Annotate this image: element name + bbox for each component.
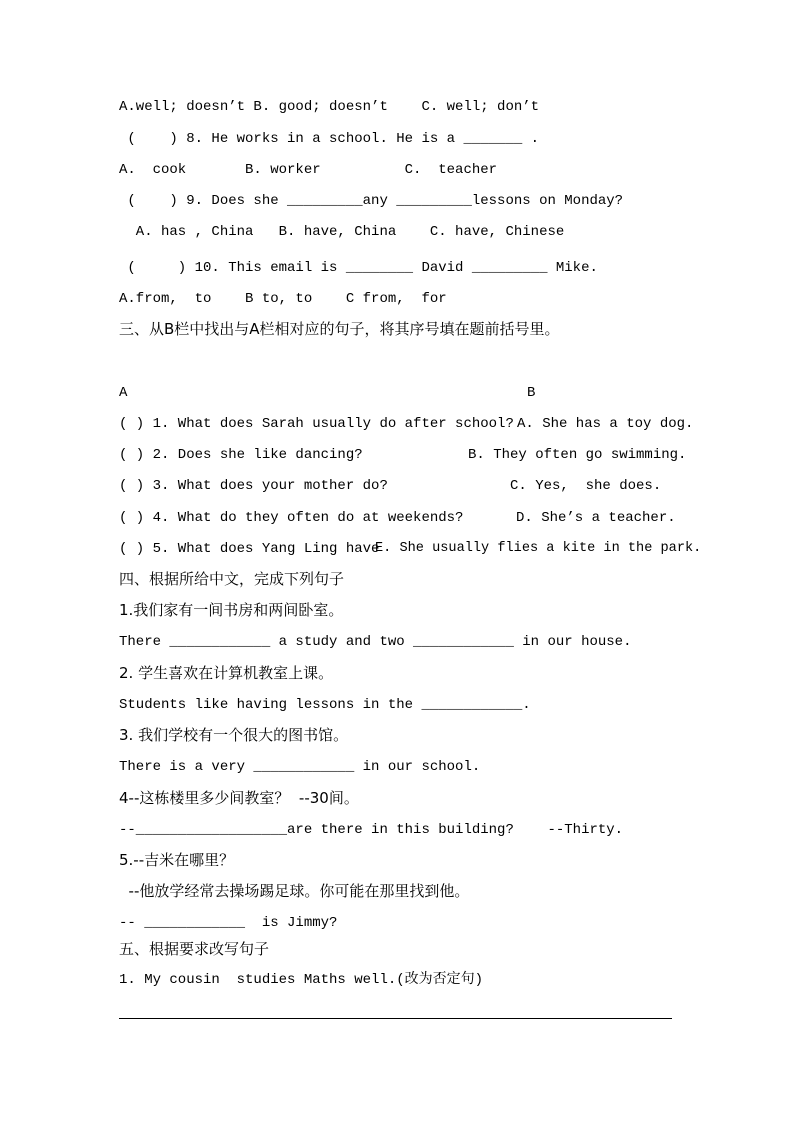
match-b-e: E. She usually flies a kite in the park. — [375, 541, 702, 556]
section-3-title: 三、从B栏中找出与A栏相对应的句子，将其序号填在题前括号里。 — [119, 320, 560, 338]
match-a-3: ( ) 3. What does your mother do? — [119, 478, 388, 494]
question-8: ( ) 8. He works in a school. He is a _______ . — [119, 131, 540, 147]
rewrite-1: 1. My cousin studies Maths well.(改为否定句) — [119, 972, 484, 988]
question-9: ( ) 9. Does she _________any _________lessons on Monday? — [119, 193, 624, 209]
options-line-10: A.from, to B to, to C from, for — [119, 291, 447, 307]
translate-2-chinese: 2. 学生喜欢在计算机教室上课。 — [119, 664, 334, 682]
match-a-2: ( ) 2. Does she like dancing? — [119, 447, 363, 463]
column-a-header: A — [119, 385, 128, 401]
options-line-7: A.well; doesn’t B. good; doesn’t C. well; don’t — [119, 99, 540, 115]
translate-4-english: --__________________are there in this building? --Thirty. — [119, 822, 624, 838]
translate-2-english: Students like having lessons in the ____________. — [119, 697, 531, 713]
translate-4-chinese: 4--这栋楼里多少间教室？ --30间。 — [119, 789, 359, 807]
column-b-header: B — [527, 385, 536, 401]
match-a-5: ( ) 5. What does Yang Ling have — [119, 541, 380, 557]
match-b-a: A. She has a toy dog. — [517, 416, 694, 432]
section-4-title: 四、根据所给中文，完成下列句子 — [119, 570, 345, 588]
translate-5-chinese-reply: --他放学经常去操场踢足球。你可能在那里找到他。 — [119, 882, 470, 900]
translate-3-chinese: 3. 我们学校有一个很大的图书馆。 — [119, 726, 349, 744]
options-line-9: A. has , China B. have, China C. have, Chinese — [119, 224, 565, 240]
translate-5-english: -- ____________ is Jimmy? — [119, 915, 338, 931]
section-5-title: 五、根据要求改写句子 — [119, 940, 270, 958]
match-b-d: D. She’s a teacher. — [516, 510, 676, 526]
translate-1-english: There ____________ a study and two ____________ in our house. — [119, 634, 632, 650]
match-a-4: ( ) 4. What do they often do at weekends? — [119, 510, 464, 526]
match-b-b: B. They often go swimming. — [468, 447, 687, 463]
translate-5-chinese: 5.--吉米在哪里？ — [119, 851, 235, 869]
translate-3-english: There is a very ____________ in our school. — [119, 759, 481, 775]
translate-1-chinese: 1.我们家有一间书房和两间卧室。 — [119, 601, 344, 619]
match-b-c: C. Yes, she does. — [510, 478, 662, 494]
options-line-8: A. cook B. worker C. teacher — [119, 162, 498, 178]
match-a-1: ( ) 1. What does Sarah usually do after school? — [119, 416, 514, 432]
answer-line — [119, 1018, 672, 1019]
question-10: ( ) 10. This email is ________ David _________ Mike. — [119, 260, 598, 276]
